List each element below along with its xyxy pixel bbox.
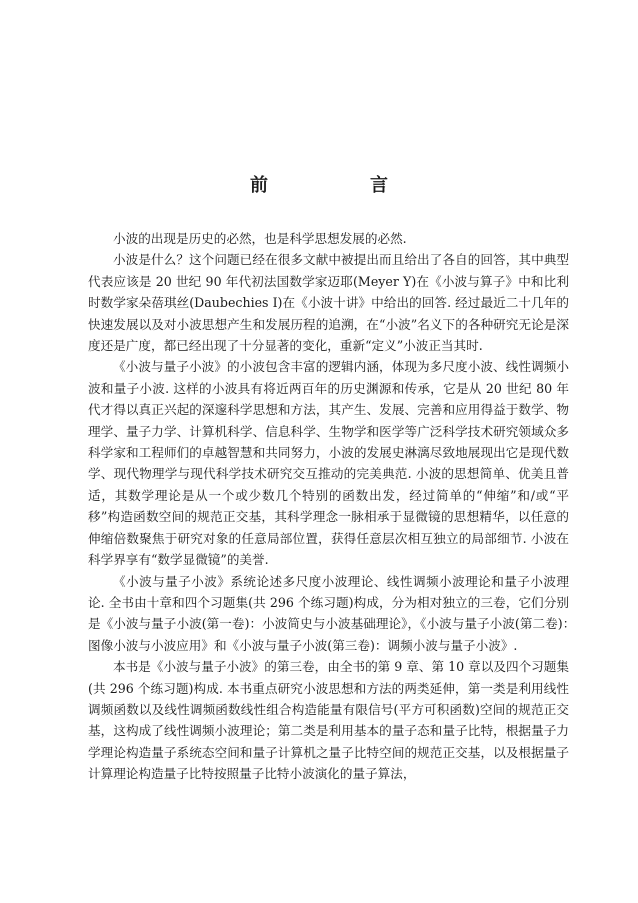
paragraph: 小波的出现是历史的必然，也是科学思想发展的必然.	[113, 231, 407, 246]
paragraph: 本书是《小波与量子小波》的第三卷，由全书的第 9 章、第 10 章以及四个习题集(共 296 个练习题)构成. 本书重点研究小波思想和方法的两类延伸，第一类是利用线性调频函数以及线性调频函数线性组合构造能量有限信号(平方可积函数)空间的规范正交基，这构成了线性调频小波理论；第二类是利用基本的量子态和量子比特，根据量子力学理论构造量子系统态空间和量子计算机之量子比特空间的规范正交基，以及根据量子计算理论构造量子比特按照量子比特小波演化的量子算法，	[88, 659, 569, 782]
paragraph: 《小波与量子小波》系统论述多尺度小波理论、线性调频小波理论和量子小波理论. 全书由十章和四个习题集(共 296 个练习题)构成，分为相对独立的三卷，它们分别是《小波与量子小波(第一卷)：小波简史与小波基础理论》，《小波与量子小波(第二卷)： 图像小波与小波应用》和《小波与量子小波(第三卷)：调频小波与量子小波》.	[88, 573, 582, 653]
preface-body	[88, 228, 582, 785]
paragraph: 《小波与量子小波》的小波包含丰富的逻辑内涵，体现为多尺度小波、线性调频小波和量子小波. 这样的小波具有将近两百年的历史渊源和传承，它是从 20 世纪 80 年代才得以真正兴起的深邃科学思想和方法，其产生、发展、完善和应用得益于数学、物理学、量子力学、计算机科学、信息科学、生物学和医学等广泛科学技术研究领域众多科学家和工程师们的卓越智慧和共同努力，小波的发展史淋漓尽致地展现出它是现代数学、现代物理学与现代科学技术研究交互推动的完美典范. 小波的思想简单、优美且普适，其数学理论是从一个或少数几个特别的函数出发，经过简单的“伸缩”和/或“平移”构造函数空间的规范正交基，其科学理念一脉相承于显微镜的思想精华，以任意的伸缩倍数聚焦于研究对象的任意局部位置，获得任意层次相互独立的局部细节. 小波在科学界享有“数学显微镜”的美誉.	[88, 359, 569, 568]
paragraph: 小波是什么？这个问题已经在很多文献中被提出而且给出了各自的回答，其中典型代表应该是 20 世纪 90 年代初法国数学家迈耶(Meyer Y)在《小波与算子》中和比利时数学家朵蓓琪丝(Daubechies I)在《小波十讲》中给出的回答. 经过最近二十几年的快速发展以及对小波思想产生和发展历程的追溯，在“小波”名义下的各种研究无论是深度还是广度，都已经出现了十分显著的变化，重新“定义”小波正当其时.	[88, 252, 569, 354]
page-title: 前 言	[250, 175, 430, 196]
